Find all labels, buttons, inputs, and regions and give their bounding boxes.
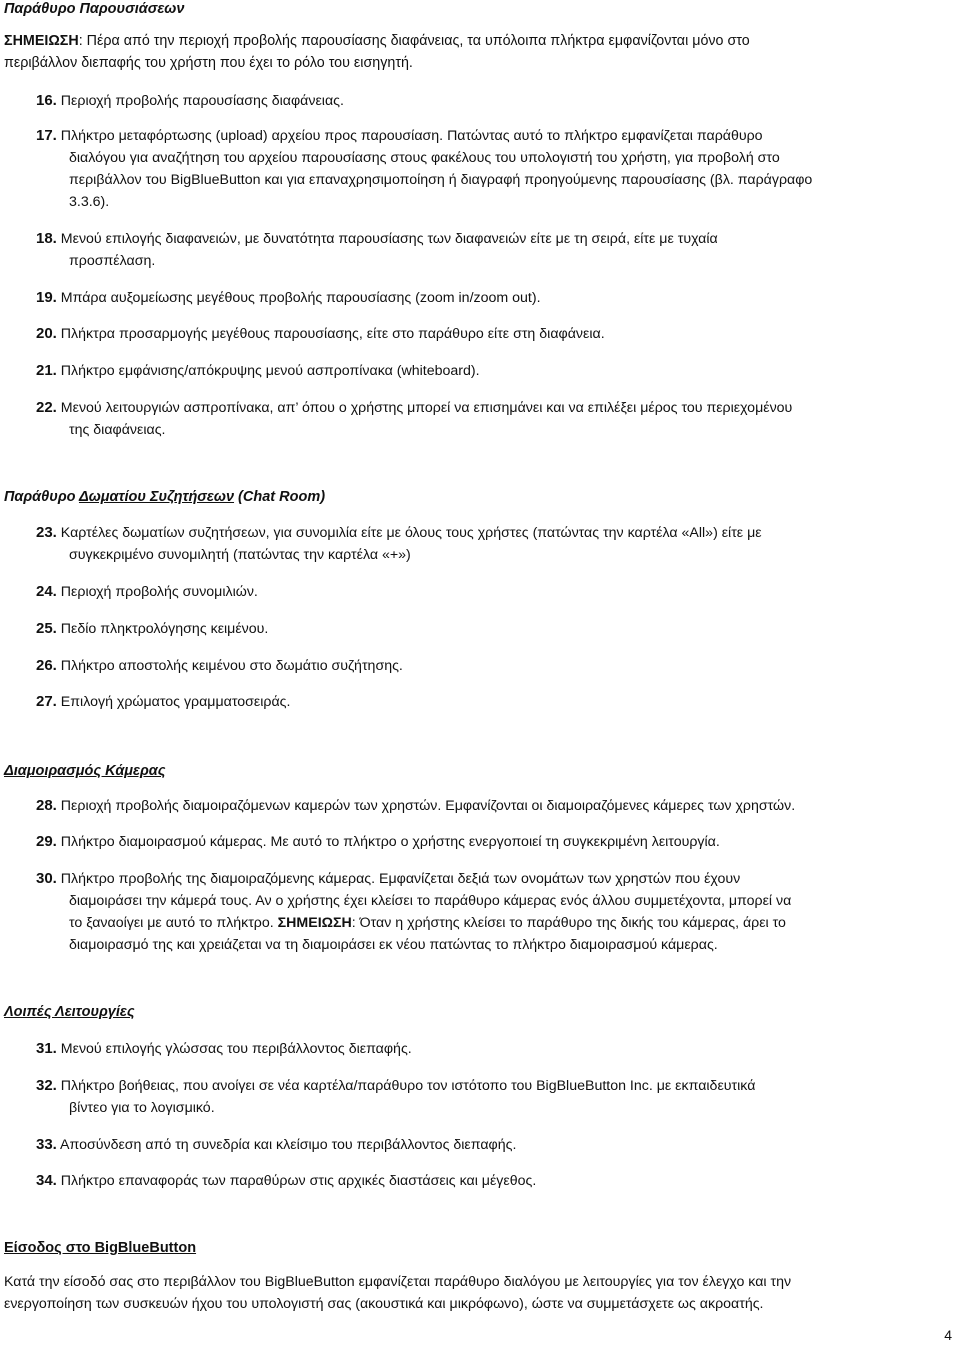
presenter-note [4, 30, 954, 74]
item-text: Πλήκτρα προσαρμογής μεγέθους παρουσίασης, είτε στο παράθυρο είτε στη διαφάνεια. [56, 326, 605, 342]
list-item-24 [36, 581, 956, 603]
item-text: 3.3.6). [69, 194, 110, 210]
note-label: ΣΗΜΕΙΩΣΗ [4, 33, 79, 49]
item-text: το ξαναοίγει με αυτό το πλήκτρο. ΣΗΜΕΙΩΣΗ: Όταν η χρήστης κλείσει το παράθυρο της δικής του κάμερας, άρει το [69, 915, 786, 931]
list-item-23 [36, 522, 956, 566]
item-number: 19. [36, 289, 57, 306]
list-item-32 [36, 1075, 956, 1119]
list-item-28 [36, 795, 956, 817]
section-heading-login: Είσοδος στο BigBlueButton [4, 1240, 197, 1256]
item-number: 24. [36, 583, 57, 600]
list-item-18 [36, 228, 956, 272]
list-item-30 [36, 868, 956, 956]
item-text: προσπέλαση. [69, 253, 156, 269]
item-text: Επιλογή χρώματος γραμματοσειράς. [56, 694, 291, 710]
list-item-22 [36, 397, 956, 441]
paragraph-line-2: ενεργοποίηση των συσκευών ήχου του υπολογιστή σας (ακουστικά και μικρόφωνο), ώστε να συμμετάσχετε ως ακροατής. [4, 1296, 764, 1312]
list-item-20 [36, 323, 956, 345]
section-heading-chat: Παράθυρο Δωματίου Συζητήσεων (Chat Room) [4, 489, 326, 505]
item-number: 20. [36, 325, 57, 342]
item-text: συγκεκριμένο συνομιλητή (πατώντας την καρτέλα «+») [69, 547, 411, 563]
login-paragraph [4, 1271, 956, 1315]
item-text: Πλήκτρο μεταφόρτωσης (upload) αρχείου προς παρουσίαση. Πατώντας αυτό το πλήκτρο εμφανίζεται παράθυρο [56, 128, 763, 144]
item-text: Πλήκτρο διαμοιρασμού κάμερας. Με αυτό το πλήκτρο ο χρήστης ενεργοποιεί τη συγκεκριμένη λειτουργία. [56, 834, 720, 850]
item-text: Πλήκτρο αποστολής κειμένου στο δωμάτιο συζήτησης. [56, 658, 403, 674]
section-heading-presentation: Παράθυρο Παρουσιάσεων [4, 1, 185, 17]
section-heading-camera: Διαμοιρασμός Κάμερας [4, 763, 166, 779]
item-number: 31. [36, 1040, 57, 1057]
item-number: 26. [36, 657, 57, 674]
list-item-16 [36, 90, 956, 112]
item-text: διαμοιρασμό της και χρειάζεται να τη διαμοιράσει εκ νέου πατώντας το πλήκτρο διαμοιρασμού κάμερας. [69, 937, 718, 953]
item-number: 32. [36, 1077, 57, 1094]
item-number: 18. [36, 230, 57, 247]
item-number: 17. [36, 127, 57, 144]
item-text: της διαφάνειας. [69, 422, 166, 438]
item-text: περιβάλλον του BigBlueButton και για επαναχρησιμοποίηση ή διαγραφή προηγούμενης παρουσίασης (βλ. παράγραφο [69, 172, 813, 188]
item-text: Μενού επιλογής διαφανειών, με δυνατότητα παρουσίασης των διαφανειών είτε με τη σειρά, είτε με τυχαία [56, 231, 718, 247]
list-item-27 [36, 691, 956, 713]
item-text: Πλήκτρο βοήθειας, που ανοίγει σε νέα καρτέλα/παράθυρο τον ιστότοπο του BigBlueButton Inc. με εκπαιδευτικά [56, 1078, 756, 1094]
list-item-34 [36, 1170, 956, 1192]
note-line-2: περιβάλλον διεπαφής του χρήστη που έχει το ρόλο του εισηγητή. [4, 55, 413, 71]
item-number: 22. [36, 399, 57, 416]
item-text: Μενού λειτουργιών ασπροπίνακα, απ’ όπου ο χρήστης μπορεί να επισημάνει και να επιλέξει μέρος του περιεχομένου [56, 400, 793, 416]
list-item-25 [36, 618, 956, 640]
item-text: βίντεο για το λογισμικό. [69, 1100, 215, 1116]
item-number: 28. [36, 797, 57, 814]
list-item-21 [36, 360, 956, 382]
item-text: Μπάρα αυξομείωσης μεγέθους προβολής παρουσίασης (zoom in/zoom out). [56, 290, 541, 306]
note-line-1: : Πέρα από την περιοχή προβολής παρουσίασης διαφάνειας, τα υπόλοιπα πλήκτρα εμφανίζονται μόνο στο [78, 33, 750, 49]
item-number: 16. [36, 92, 57, 109]
item-number: 27. [36, 693, 57, 710]
item-number: 25. [36, 620, 57, 637]
item-text: Περιοχή προβολής συνομιλιών. [56, 584, 258, 600]
list-item-33 [36, 1134, 956, 1156]
item-number: 33. [36, 1136, 57, 1153]
item-number: 34. [36, 1172, 57, 1189]
item-text: Πλήκτρο εμφάνισης/απόκρυψης μενού ασπροπίνακα (whiteboard). [56, 363, 480, 379]
list-item-19 [36, 287, 956, 309]
item-text: Πλήκτρο επαναφοράς των παραθύρων στις αρχικές διαστάσεις και μέγεθος. [56, 1173, 537, 1189]
item-text: Πεδίο πληκτρολόγησης κειμένου. [56, 621, 269, 637]
item-number: 30. [36, 870, 57, 887]
list-item-26 [36, 655, 956, 677]
item-text: Καρτέλες δωματίων συζητήσεων, για συνομιλία είτε με όλους τους χρήστες (πατώντας την καρτέλα «All») είτε με [56, 525, 762, 541]
page-number: 4 [944, 1327, 952, 1343]
item-text: Αποσύνδεση από τη συνεδρία και κλείσιμο του περιβάλλοντος διεπαφής. [56, 1137, 517, 1153]
item-text: διαμοιράσει την κάμερά τους. Αν ο χρήστης έχει κλείσει το παράθυρο κάμερας ενός άλλου συμμετέχοντα, μπορεί να [69, 893, 792, 909]
paragraph-line-1: Κατά την είσοδό σας στο περιβάλλον του BigBlueButton εμφανίζεται παράθυρο διαλόγου με λειτουργίες για τον έλεγχο και την [4, 1274, 792, 1290]
item-number: 29. [36, 833, 57, 850]
list-item-17 [36, 125, 956, 213]
item-number: 23. [36, 524, 57, 541]
item-text: Περιοχή προβολής παρουσίασης διαφάνειας. [56, 93, 344, 109]
list-item-29 [36, 831, 956, 853]
item-text: Περιοχή προβολής διαμοιραζόμενων καμερών των χρηστών. Εμφανίζονται οι διαμοιραζόμενες κάμερες των χρηστών. [56, 798, 796, 814]
list-item-31 [36, 1038, 956, 1060]
item-text: Πλήκτρο προβολής της διαμοιραζόμενης κάμερας. Εμφανίζεται δεξιά των ονομάτων των χρηστών που έχουν [56, 871, 741, 887]
item-text: διαλόγου για αναζήτηση του αρχείου παρουσίασης στους φακέλους του υπολογιστή του χρήστη, για προβολή στο [69, 150, 780, 166]
item-text: Μενού επιλογής γλώσσας του περιβάλλοντος διεπαφής. [56, 1041, 412, 1057]
item-number: 21. [36, 362, 57, 379]
section-heading-other: Λοιπές Λειτουργίες [4, 1004, 135, 1020]
